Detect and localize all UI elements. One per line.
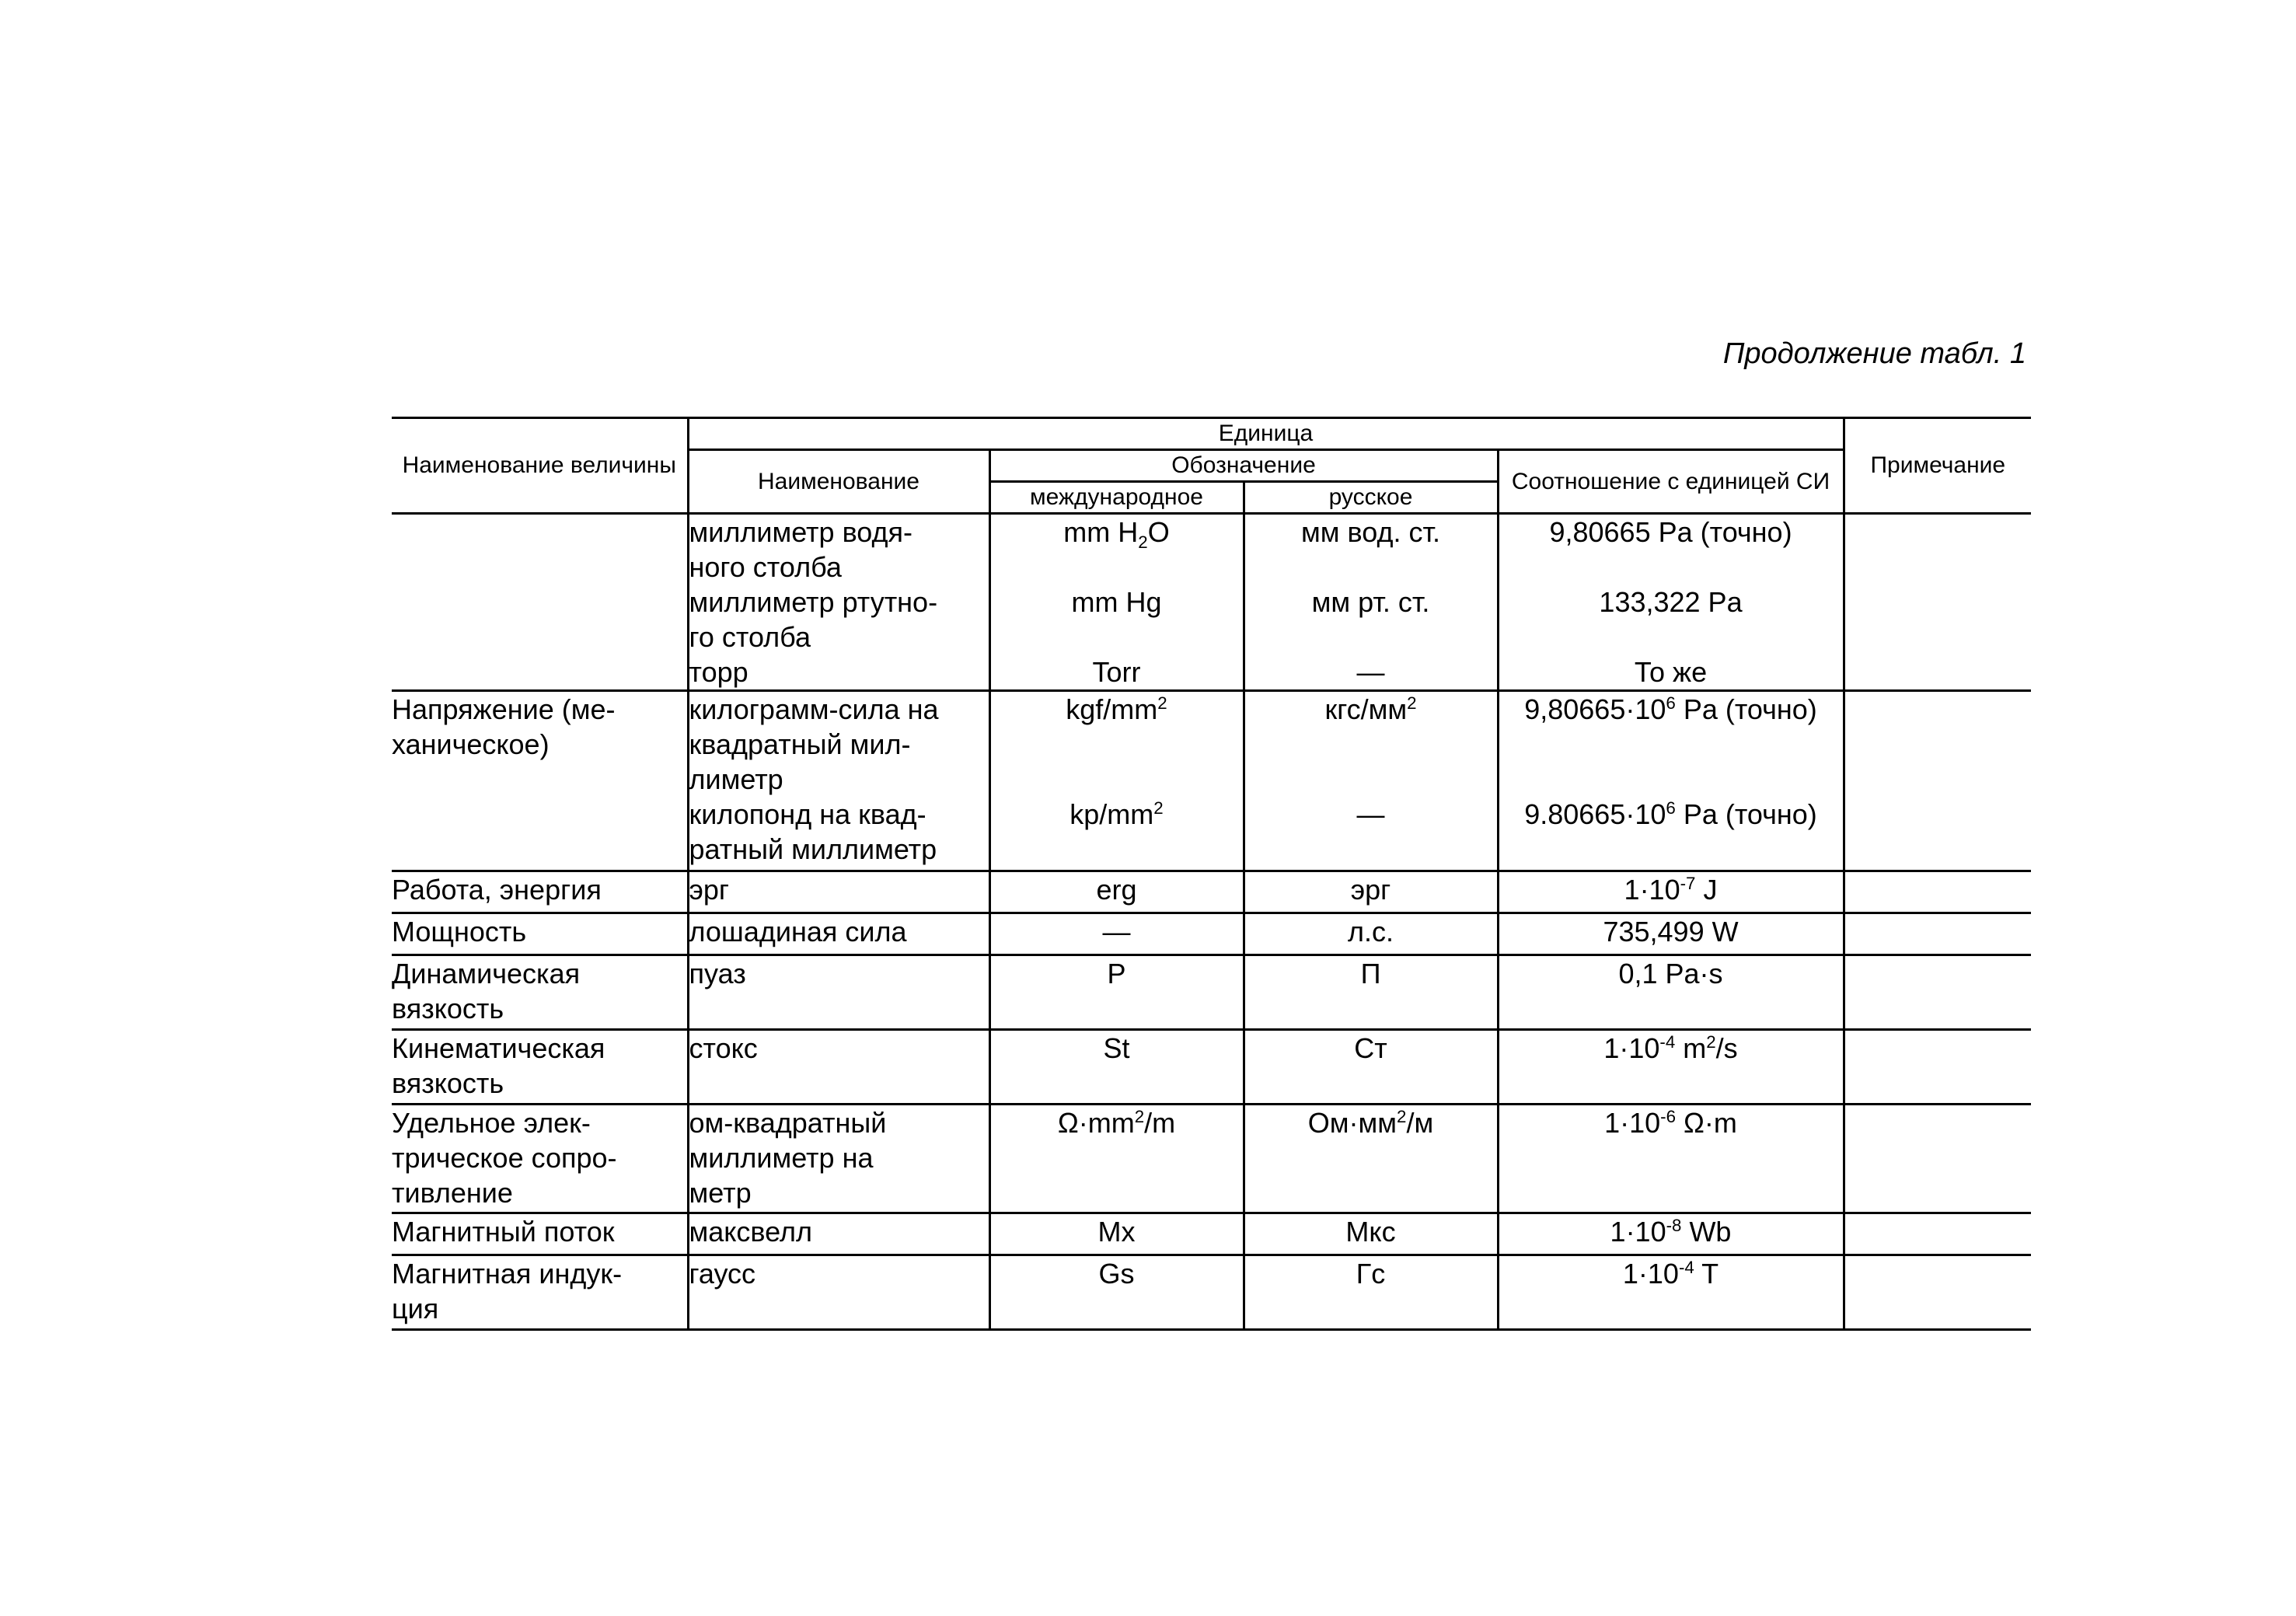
quantity-cell: Динамическая вязкость [392,955,688,1030]
units-table [392,417,2031,1331]
quantity-cell: Магнитный поток [392,1213,688,1255]
header-unit-name: Наименование [688,450,989,514]
unit-name-cell: пуаз [688,955,989,1030]
rus-designation-cell: кгс/$мм^2$ — [1244,691,1498,871]
table-caption: Продолжение табл. 1 [1722,337,2026,370]
intl-designation-cell: — [989,913,1244,955]
intl-designation-cell: Mx [989,1213,1244,1255]
unit-name-cell: миллиметр водя- ного столба миллиметр ртутно- го столба торр [688,514,989,691]
unit-name-cell: стокс [688,1030,989,1105]
header-note: Примечание [1844,418,2031,514]
unit-name-cell: эрг [688,871,989,913]
header-international: международное [989,482,1244,514]
unit-name-cell: гаусс [688,1255,989,1330]
note-cell [1844,1213,2031,1255]
intl-designation-cell: $\Omega\cdot mm^2/m$ [989,1105,1244,1213]
header-si-ratio: Соотношение с единицей СИ [1498,450,1844,514]
table-row [392,871,2031,913]
si-ratio-cell: $1\cdot 10^{-7}$ J [1498,871,1844,913]
si-ratio-cell: $1\cdot 10^{-4}$ T [1498,1255,1844,1330]
quantity-cell [392,514,688,691]
rus-designation-cell: мм вод. ст. мм рт. ст. — [1244,514,1498,691]
rus-designation-cell: л.с. [1244,913,1498,955]
note-cell [1844,955,2031,1030]
si-ratio-cell: 735,499 W [1498,913,1844,955]
si-ratio-cell: $1\cdot 10^{-8}$ Wb [1498,1213,1844,1255]
rus-designation-cell: П [1244,955,1498,1030]
unit-name-cell: ом-квадратный миллиметр на метр [688,1105,989,1213]
intl-designation-cell: kgf/$mm^2$ $kp/mm^2$ [989,691,1244,871]
rus-designation-cell: Гс [1244,1255,1498,1330]
note-cell [1844,691,2031,871]
si-ratio-cell: $1\cdot 10^{-6}$ Ω·m [1498,1105,1844,1213]
table-row [392,1255,2031,1330]
table-row [392,955,2031,1030]
table-row [392,913,2031,955]
si-ratio-cell: 9,80665 Pa (точно) 133,322 Pa То же [1498,514,1844,691]
table-row [392,514,2031,691]
intl-designation-cell: P [989,955,1244,1030]
intl-designation-cell: Gs [989,1255,1244,1330]
quantity-cell: Работа, энергия [392,871,688,913]
note-cell [1844,514,2031,691]
rus-designation-cell: Мкс [1244,1213,1498,1255]
quantity-cell: Напряжение (ме- ханическое) [392,691,688,871]
note-cell [1844,871,2031,913]
rus-designation-cell: эрг [1244,871,1498,913]
rus-designation-cell: Ст [1244,1030,1498,1105]
intl-designation-cell: St [989,1030,1244,1105]
header-designation: Обозначение [989,450,1498,482]
quantity-cell: Магнитная индук- ция [392,1255,688,1330]
unit-name-cell: лошадиная сила [688,913,989,955]
quantity-cell: Удельное элек- трическое сопро- тивление [392,1105,688,1213]
quantity-cell: Мощность [392,913,688,955]
note-cell [1844,913,2031,955]
si-ratio-cell: $9,80665\cdot 10^6$ Pa (точно) $9.80665\cdot 10^6$ Pa (точно) [1498,691,1844,871]
table-row [392,691,2031,871]
header-russian: русское [1244,482,1498,514]
note-cell [1844,1105,2031,1213]
table-row [392,1105,2031,1213]
table-row [392,1030,2031,1105]
unit-name-cell: килограмм-сила на квадратный мил- лиметр килопонд на квад- ратный миллиметр [688,691,989,871]
header-unit: Единица [688,418,1844,450]
rus-designation-cell: $Ом\cdot мм^2/м$ [1244,1105,1498,1213]
intl-designation-cell: erg [989,871,1244,913]
header-quantity: Наименование величины [392,418,688,514]
table-row [392,1213,2031,1255]
si-ratio-cell: $1\cdot 10^{-4}$ $m^2/s$ [1498,1030,1844,1105]
intl-designation-cell: mm $H_2O$ mm Hg Torr [989,514,1244,691]
unit-name-cell: максвелл [688,1213,989,1255]
note-cell [1844,1255,2031,1330]
quantity-cell: Кинематическая вязкость [392,1030,688,1105]
si-ratio-cell: 0,1 Pa·s [1498,955,1844,1030]
note-cell [1844,1030,2031,1105]
